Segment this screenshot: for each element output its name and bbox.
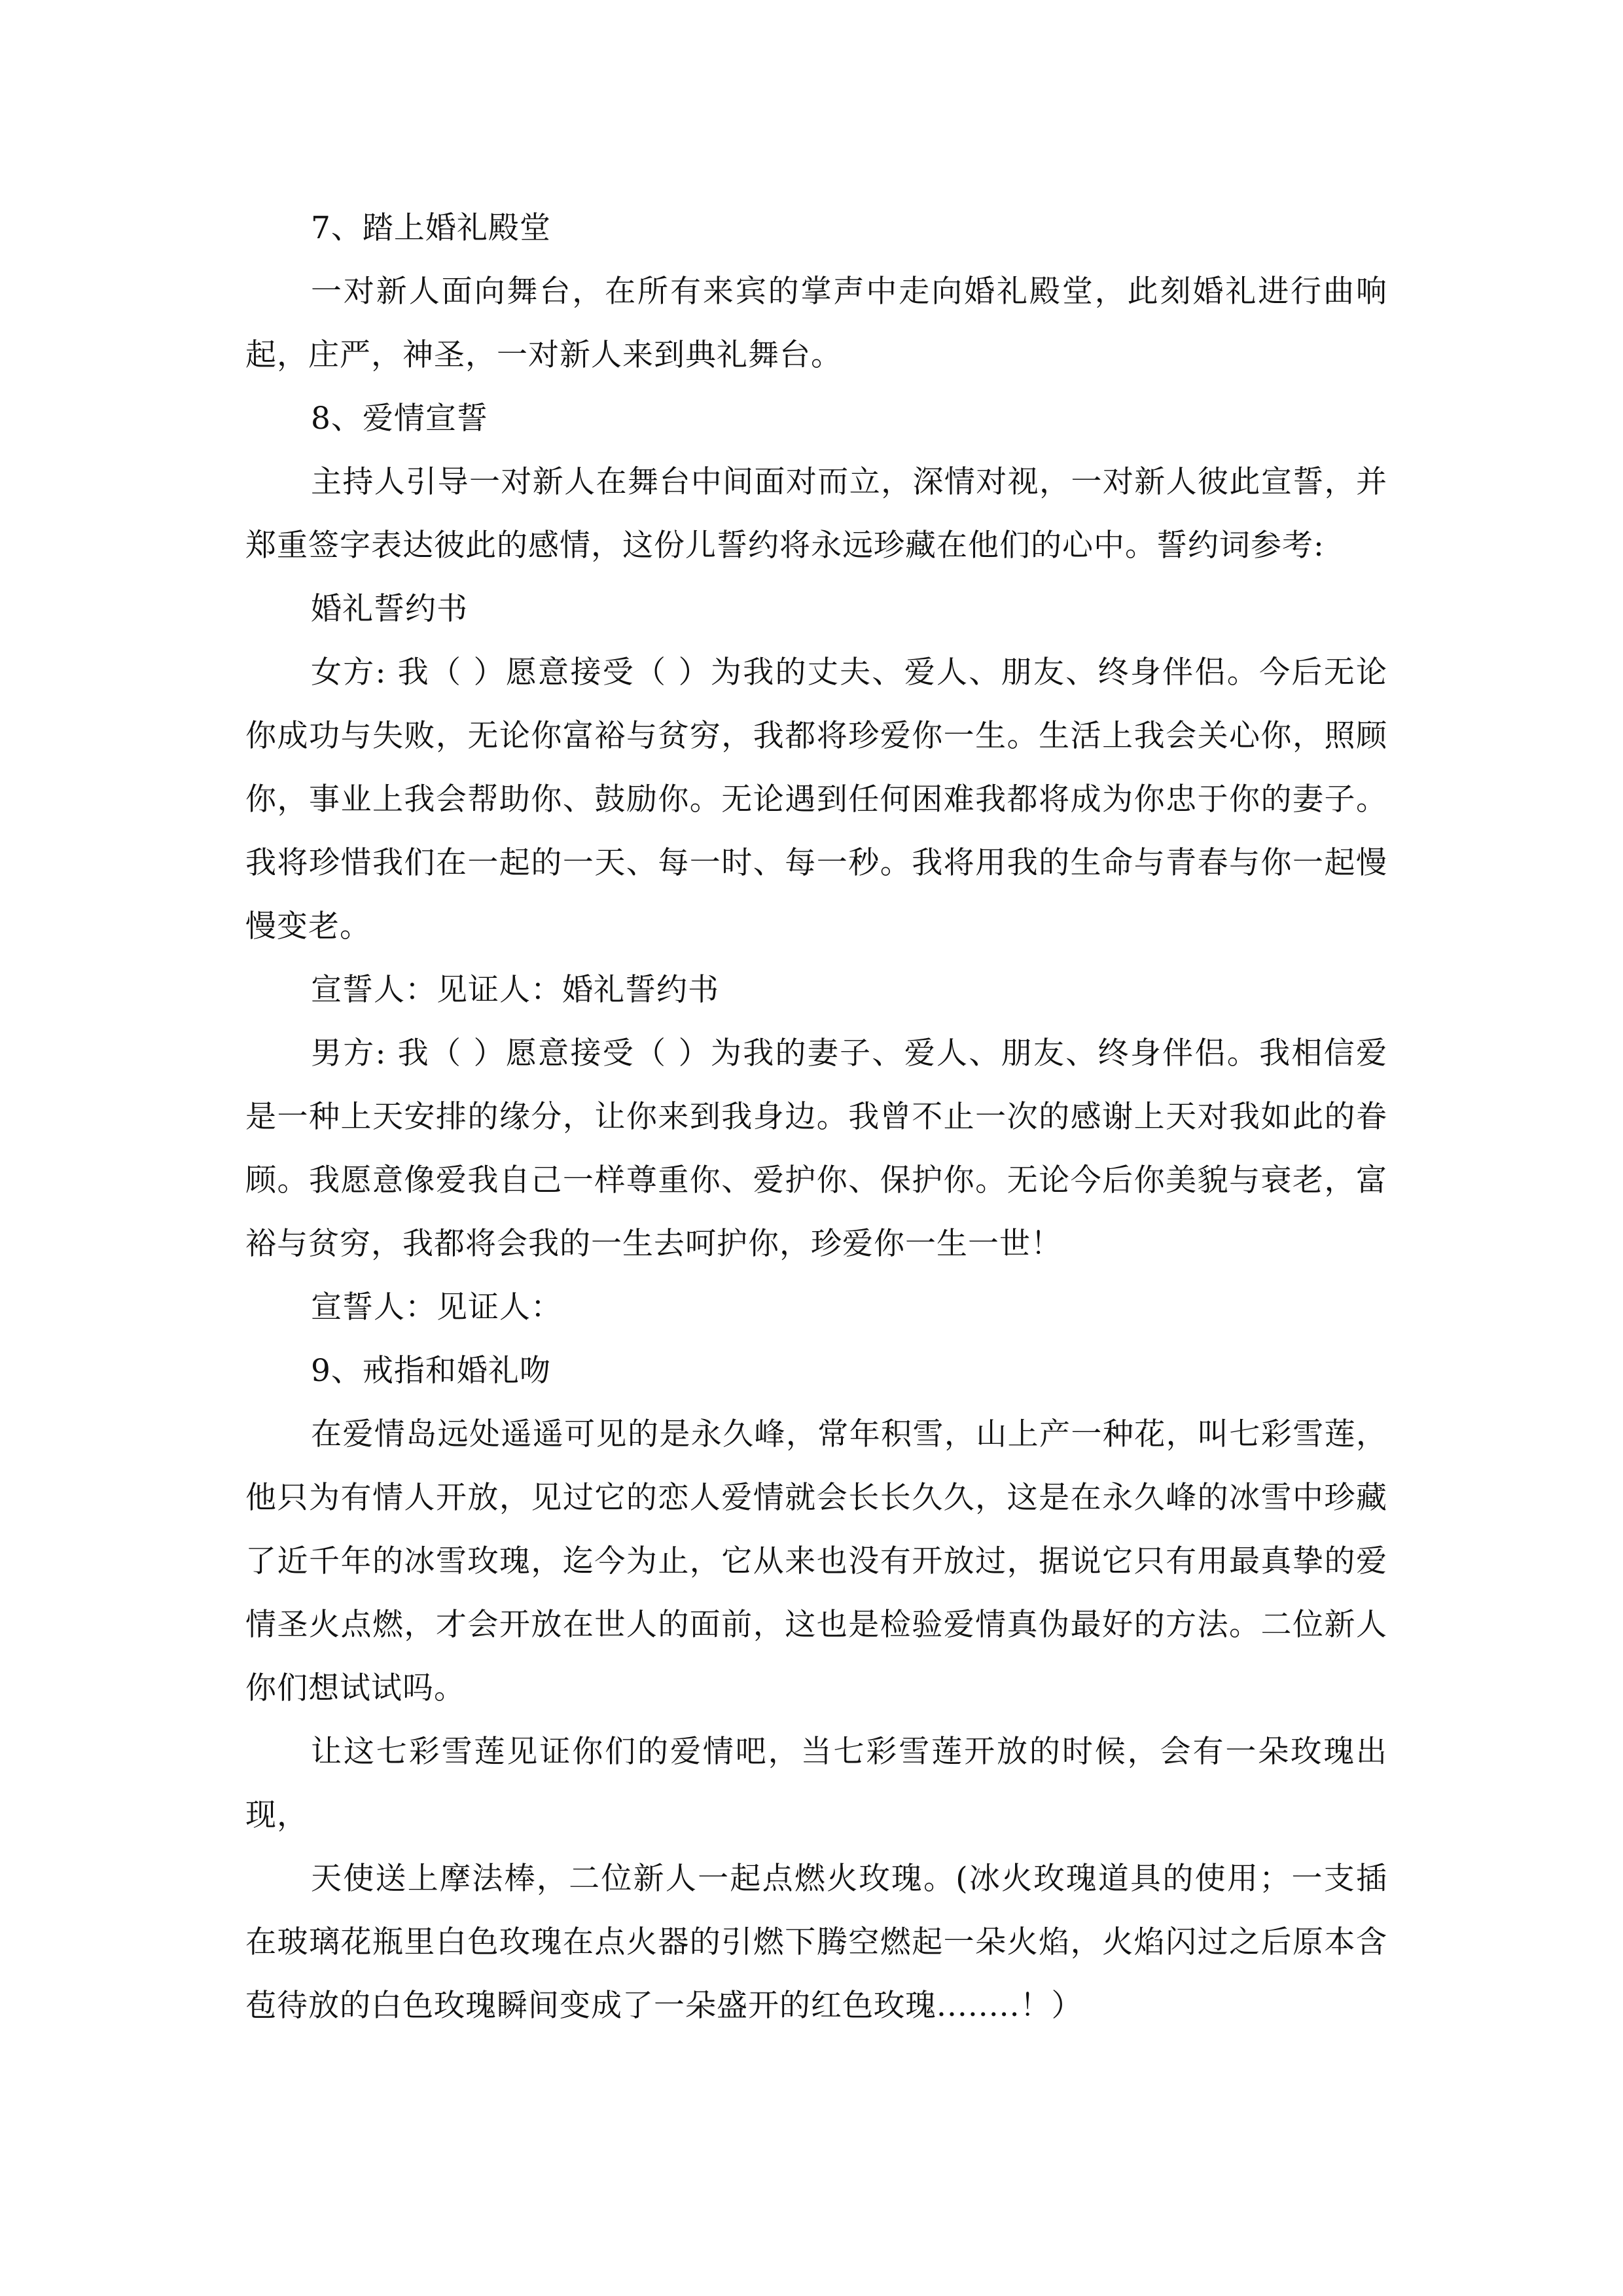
signature-line-bride: 宣誓人：见证人：婚礼誓约书 (311, 972, 719, 1008)
document-body (245, 196, 1387, 2037)
paragraph-snow-lotus: 在爱情岛远处遥遥可见的是永久峰，常年积雪，山上产一种花，叫七彩雪莲，他只为有情人开放，见过它的恋人爱情就会长长久久，这是在永久峰的冰雪中珍藏了近千年的冰雪玫瑰，迄今为止，它从来也没有开放过，据说它只有用最真挚的爱情圣火点燃，才会开放在世人的面前，这也是检验爱情真伪最好的方法。二位新人你们想试试吗。 (245, 1416, 1387, 1706)
signature-line-groom: 宣誓人：见证人： (311, 1289, 562, 1325)
section-heading-7: 7、踏上婚礼殿堂 (311, 210, 551, 246)
paragraph-groom-vow: 男方: 我（ ）愿意接受（ ）为我的妻子、爱人、朋友、终身伴侣。我相信爱是一种上天安排的缘分，让你来到我身边。我曾不止一次的感谢上天对我如此的眷顾。我愿意像爱我自己一样尊重你、爱护你、保护你。无论今后你美貌与衰老，富裕与贫穷，我都将会我的一生去呵护你，珍爱你一生一世！ (245, 1035, 1387, 1262)
section-heading-8: 8、爱情宣誓 (311, 401, 488, 437)
paragraph-fire-rose: 天使送上摩法棒，二位新人一起点燃火玫瑰。(冰火玫瑰道具的使用；一支插在玻璃花瓶里白色玫瑰在点火器的引燃下腾空燃起一朵火焰，火焰闪过之后原本含苞待放的白色玫瑰瞬间变成了一朵盛开的红色玫瑰........！） (245, 1861, 1387, 2024)
section-heading-9: 9、戒指和婚礼吻 (311, 1353, 551, 1389)
paragraph-entering-hall: 一对新人面向舞台，在所有来宾的掌声中走向婚礼殿堂，此刻婚礼进行曲响起，庄严，神圣，一对新人来到典礼舞台。 (245, 274, 1387, 373)
paragraph-oath-intro: 主持人引导一对新人在舞台中间面对而立，深情对视，一对新人彼此宣誓，并郑重签字表达彼此的感情，这份儿誓约将永远珍藏在他们的心中。誓约词参考: (245, 464, 1387, 564)
paragraph-bride-vow: 女方: 我（ ）愿意接受（ ）为我的丈夫、爱人、朋友、终身伴侣。今后无论你成功与失败，无论你富裕与贫穷，我都将珍爱你一生。生活上我会关心你，照顾你，事业上我会帮助你、鼓励你。无论遇到任何困难我都将成为你忠于你的妻子。我将珍惜我们在一起的一天、每一时、每一秒。我将用我的生命与青春与你一起慢慢变老。 (245, 655, 1387, 944)
paragraph-witness-love: 让这七彩雪莲见证你们的爱情吧，当七彩雪莲开放的时候，会有一朵玫瑰出现， (245, 1734, 1387, 1833)
vow-title-bride: 婚礼誓约书 (311, 591, 468, 627)
